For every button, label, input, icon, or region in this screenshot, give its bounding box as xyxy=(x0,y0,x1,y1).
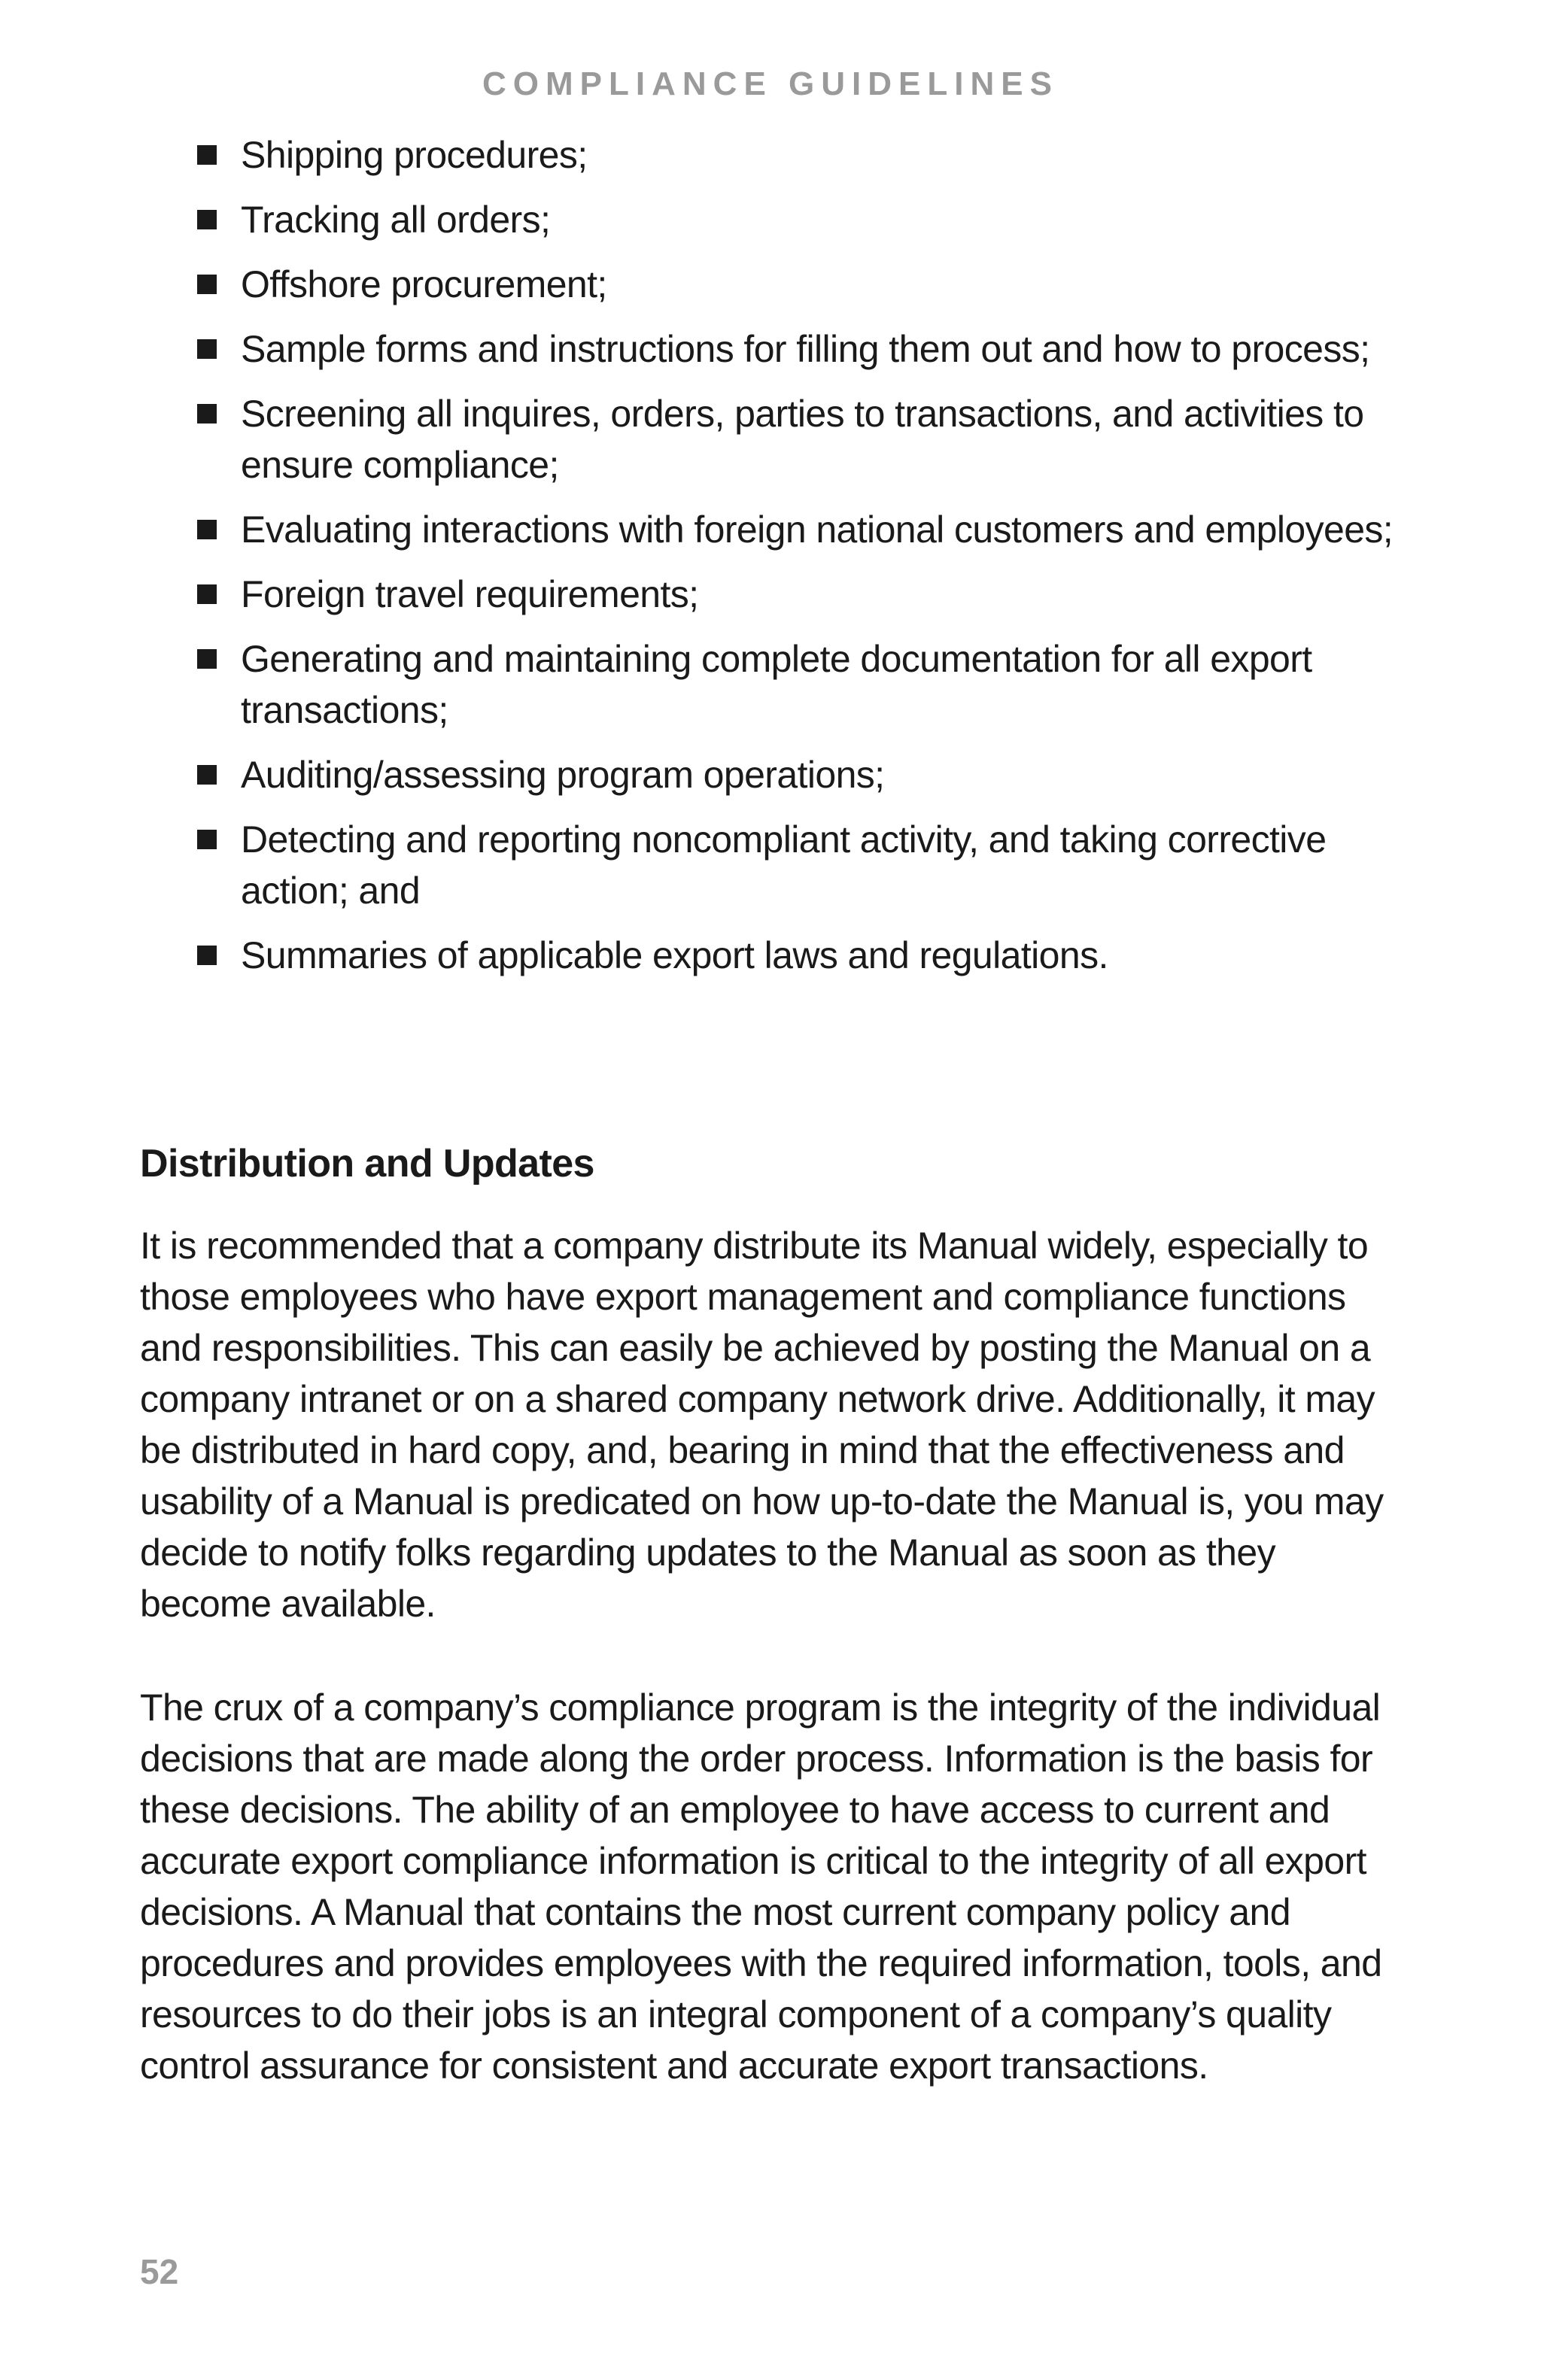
list-item-text: Auditing/assessing program operations; xyxy=(241,754,885,796)
list-item-text: Generating and maintaining complete documentation for all export transactions; xyxy=(241,638,1312,731)
square-bullet-icon xyxy=(197,946,217,965)
list-item xyxy=(194,814,1398,916)
list-item xyxy=(194,259,1398,310)
body-paragraph: It is recommended that a company distribute its Manual widely, especially to those employees who have export management and compliance functions and responsibilities. This can easily be achieved by posting the Manual on a company intranet or on a shared company network drive. Additionally, it may be distributed in hard copy, and, bearing in mind that the effectiveness and usability of a Manual is predicated on how up-to-date the Manual is, you may decide to notify folks regarding updates to the Manual as soon as they become available. xyxy=(140,1225,1384,1625)
square-bullet-icon xyxy=(197,404,217,423)
square-bullet-icon xyxy=(197,145,217,165)
page-number: 52 xyxy=(140,2252,179,2291)
list-item xyxy=(194,388,1398,490)
square-bullet-icon xyxy=(197,649,217,669)
body-paragraph: The crux of a company’s compliance program is the integrity of the individual decisions that are made along the order process. Information is the basis for these decisions. The ability of an employee to have access to current and accurate export compliance information is critical to the integrity of all export decisions. A Manual that contains the most current company policy and procedures and provides employees with the required information, tools, and resources to do their jobs is an integral component of a company’s quality control assurance for consistent and accurate export transactions. xyxy=(140,1686,1382,2087)
section-heading: Distribution and Updates xyxy=(140,1142,594,1185)
list-item-text: Foreign travel requirements; xyxy=(241,573,699,615)
square-bullet-icon xyxy=(197,275,217,294)
list-item xyxy=(194,930,1398,981)
square-bullet-icon xyxy=(197,520,217,539)
list-item-text: Shipping procedures; xyxy=(241,134,588,176)
list-item xyxy=(194,504,1398,555)
list-item-text: Offshore procurement; xyxy=(241,263,607,305)
square-bullet-icon xyxy=(197,339,217,359)
list-item-text: Sample forms and instructions for filling them out and how to process; xyxy=(241,328,1370,370)
list-item xyxy=(194,194,1398,245)
list-item xyxy=(194,749,1398,800)
list-item-text: Tracking all orders; xyxy=(241,199,551,241)
list-item xyxy=(194,569,1398,620)
running-head: COMPLIANCE GUIDELINES xyxy=(482,65,1059,102)
square-bullet-icon xyxy=(197,584,217,604)
list-item-text: Evaluating interactions with foreign national customers and employees; xyxy=(241,508,1394,551)
square-bullet-icon xyxy=(197,210,217,229)
list-item-text: Summaries of applicable export laws and regulations. xyxy=(241,934,1108,976)
bullet-list xyxy=(194,129,1398,994)
list-item xyxy=(194,633,1398,736)
list-item-text: Detecting and reporting noncompliant activity, and taking corrective action; and xyxy=(241,818,1327,912)
list-item xyxy=(194,129,1398,181)
list-item-text: Screening all inquires, orders, parties to transactions, and activities to ensure compliance; xyxy=(241,393,1364,486)
square-bullet-icon xyxy=(197,765,217,785)
list-item xyxy=(194,323,1398,375)
square-bullet-icon xyxy=(197,830,217,849)
